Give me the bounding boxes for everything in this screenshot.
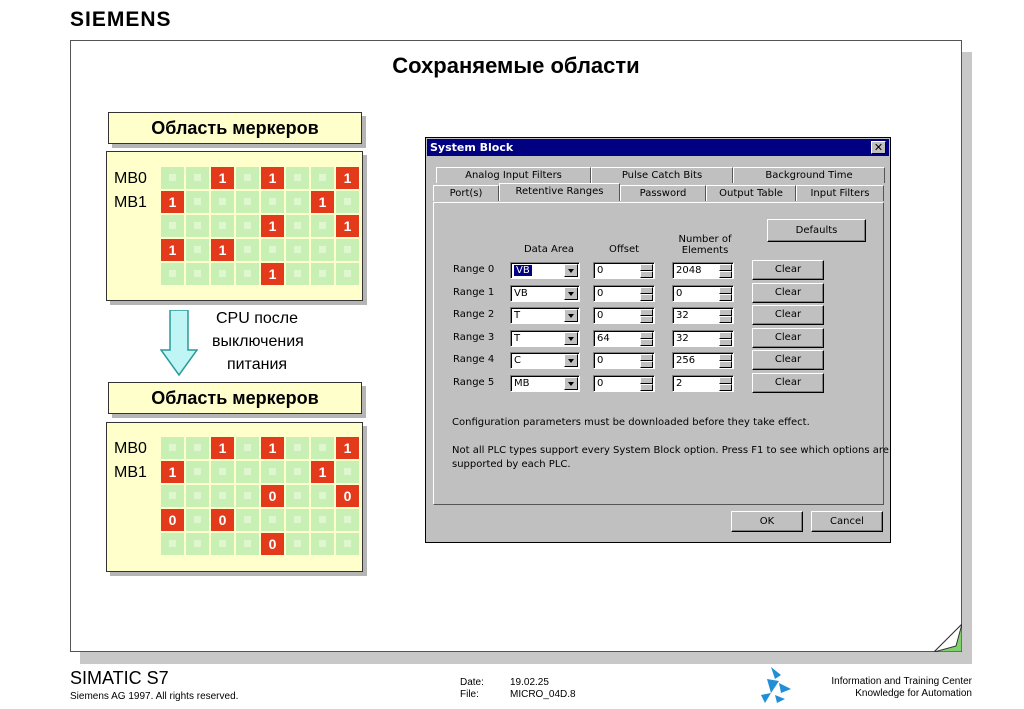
marker-bit-cell (186, 263, 209, 285)
offset-spinner-value: 64 (597, 332, 610, 344)
empty-bit-marker (269, 516, 276, 523)
chevron-down-icon[interactable] (564, 264, 578, 277)
dialog-title: System Block (430, 141, 514, 154)
empty-bit-marker (294, 174, 301, 181)
tab-pulse-catch-bits[interactable]: Pulse Catch Bits (591, 167, 733, 183)
chevron-down-icon[interactable] (564, 354, 578, 367)
footer-file-label: File: (460, 689, 479, 700)
empty-bit-marker (244, 270, 251, 277)
empty-bit-marker (169, 444, 176, 451)
marker-bit-cell: 0 (211, 509, 234, 531)
marker-bit-cell (286, 215, 309, 237)
marker-bit-cell: 1 (261, 215, 284, 237)
elements-spinner-value: 0 (676, 287, 683, 299)
elements-spinner-value: 32 (676, 332, 689, 344)
empty-bit-marker (294, 270, 301, 277)
marker-bit-cell (236, 167, 259, 189)
marker-bit-cell (211, 263, 234, 285)
empty-bit-marker (319, 222, 326, 229)
note-line-1: CPU после (215, 310, 299, 327)
marker-bit-cell (311, 533, 334, 555)
empty-bit-marker (219, 468, 226, 475)
defaults-button[interactable]: Defaults (767, 219, 866, 242)
empty-bit-marker (319, 270, 326, 277)
clear-button[interactable]: Clear (752, 350, 824, 370)
footer-meta-labels (460, 677, 484, 701)
footer-date-label: Date: (460, 677, 484, 688)
marker-bit-cell (186, 485, 209, 507)
marker-bit-cell: 1 (211, 437, 234, 459)
footer-meta-values (510, 677, 576, 701)
marker-area-label-after: Область меркеров (108, 382, 362, 414)
empty-bit-marker (219, 222, 226, 229)
offset-spinner[interactable] (593, 330, 655, 347)
marker-bit-cell (261, 461, 284, 483)
mb1-label: MB1 (114, 464, 147, 481)
data-area-select[interactable] (510, 307, 580, 324)
offset-spinner[interactable] (593, 307, 655, 324)
marker-bit-cell (311, 239, 334, 261)
elements-spinner-value: 256 (676, 355, 696, 367)
tab-output-table[interactable]: Output Table (706, 185, 796, 201)
empty-bit-marker (319, 492, 326, 499)
marker-bit-cell (286, 263, 309, 285)
tab-retentive-ranges[interactable]: Retentive Ranges (499, 183, 620, 201)
tab-ports[interactable]: Port(s) (433, 185, 499, 201)
marker-bit-cell (336, 239, 359, 261)
empty-bit-marker (294, 246, 301, 253)
offset-spinner-value: 0 (597, 310, 604, 322)
cpu-power-off-note (212, 307, 302, 376)
empty-bit-marker (319, 444, 326, 451)
offset-spinner-value: 0 (597, 287, 604, 299)
mb1-label: MB1 (114, 194, 147, 211)
spin-up-icon[interactable] (640, 264, 653, 271)
mb0-label: MB0 (114, 170, 147, 187)
marker-bit-cell (211, 461, 234, 483)
marker-bit-cell: 1 (261, 167, 284, 189)
empty-bit-marker (269, 198, 276, 205)
spin-up-icon[interactable] (719, 309, 732, 316)
marker-bit-cell (311, 167, 334, 189)
data-area-select[interactable] (510, 375, 580, 392)
clear-button[interactable]: Clear (752, 328, 824, 348)
marker-bit-cell (261, 239, 284, 261)
spin-up-icon[interactable] (719, 354, 732, 361)
empty-bit-marker (194, 444, 201, 451)
marker-bit-cell: 1 (161, 239, 184, 261)
spin-down-icon[interactable] (640, 294, 653, 301)
note-line-3: питания (226, 356, 288, 373)
marker-bit-cell (161, 167, 184, 189)
marker-bit-cell (236, 263, 259, 285)
empty-bit-marker (194, 540, 201, 547)
data-area-select[interactable] (510, 352, 580, 369)
marker-bit-cell (286, 437, 309, 459)
empty-bit-marker (344, 540, 351, 547)
marker-bit-cell (336, 461, 359, 483)
chevron-down-icon[interactable] (564, 332, 578, 345)
marker-bit-cell: 1 (211, 239, 234, 261)
range-label: Range 4 (453, 354, 495, 366)
footer-product: SIMATIC S7 (70, 668, 169, 688)
marker-bit-cell: 1 (161, 461, 184, 483)
offset-spinner-value: 0 (597, 355, 604, 367)
plc-support-note-line1: Not all PLC types support every System Block option. Press F1 to see which options are (452, 445, 889, 456)
empty-bit-marker (344, 516, 351, 523)
header-number-of: Number of (678, 234, 732, 245)
chevron-down-icon[interactable] (564, 309, 578, 322)
marker-bit-cell: 1 (311, 461, 334, 483)
marker-bit-cell (161, 263, 184, 285)
offset-spinner-value: 0 (597, 265, 604, 276)
elements-spinner[interactable] (672, 262, 734, 279)
marker-bit-cell (236, 191, 259, 213)
spin-up-icon[interactable] (719, 287, 732, 294)
marker-bit-cell (336, 263, 359, 285)
close-icon[interactable]: ✕ (871, 141, 886, 154)
data-area-value: VB (514, 287, 528, 299)
marker-bit-cell (336, 533, 359, 555)
siemens-logo-text: SIEMENS (70, 8, 172, 31)
spin-down-icon[interactable] (719, 294, 732, 301)
footer-center-line1: Information and Training Center (831, 676, 972, 687)
tab-background-time[interactable]: Background Time (733, 167, 885, 183)
marker-bit-cell (186, 239, 209, 261)
spin-down-icon[interactable] (719, 361, 732, 368)
offset-spinner[interactable] (593, 262, 655, 279)
empty-bit-marker (169, 222, 176, 229)
marker-bit-cell (186, 437, 209, 459)
footer-date-value: 19.02.25 (510, 677, 549, 688)
marker-bit-cell (311, 215, 334, 237)
header-data-area: Data Area (523, 244, 575, 255)
spin-down-icon[interactable] (640, 339, 653, 346)
spin-down-icon[interactable] (719, 384, 732, 391)
data-area-value: MB (514, 378, 530, 389)
marker-grid-after (161, 437, 359, 555)
marker-bit-cell (236, 215, 259, 237)
data-area-select[interactable] (510, 285, 580, 302)
footer-file-value: MICRO_04D.8 (510, 689, 576, 700)
marker-bit-cell (311, 437, 334, 459)
data-area-value: T (514, 332, 521, 344)
marker-bit-cell (336, 509, 359, 531)
marker-bit-cell (286, 461, 309, 483)
range-label: Range 1 (453, 286, 495, 298)
spin-down-icon[interactable] (719, 316, 732, 323)
footer-center-line2: Knowledge for Automation (855, 688, 972, 699)
marker-bit-cell (336, 191, 359, 213)
clear-button[interactable]: Clear (752, 260, 824, 280)
marker-bit-cell (186, 191, 209, 213)
slide-title: Сохраняемые области (392, 53, 640, 78)
footer-training-center (800, 676, 972, 700)
marker-bit-cell (161, 533, 184, 555)
chevron-down-icon[interactable] (564, 287, 578, 300)
ok-button[interactable]: OK (731, 511, 803, 532)
spin-up-icon[interactable] (640, 309, 653, 316)
empty-bit-marker (294, 540, 301, 547)
marker-bit-cell: 1 (336, 437, 359, 459)
tab-password[interactable]: Password (620, 185, 706, 201)
empty-bit-marker (244, 492, 251, 499)
range-label: Range 0 (453, 264, 495, 275)
marker-bit-cell (286, 533, 309, 555)
marker-bit-cell (286, 191, 309, 213)
marker-bit-cell: 0 (336, 485, 359, 507)
empty-bit-marker (294, 444, 301, 451)
empty-bit-marker (294, 198, 301, 205)
empty-bit-marker (194, 516, 201, 523)
empty-bit-marker (169, 492, 176, 499)
empty-bit-marker (244, 540, 251, 547)
marker-bit-cell (286, 239, 309, 261)
offset-spinner[interactable] (593, 285, 655, 302)
system-block-dialog (425, 137, 891, 543)
footer-copyright: Siemens AG 1997. All rights reserved. (70, 691, 239, 702)
clear-button[interactable]: Clear (752, 283, 824, 303)
empty-bit-marker (244, 174, 251, 181)
marker-bit-cell (311, 485, 334, 507)
empty-bit-marker (319, 246, 326, 253)
elements-spinner[interactable] (672, 330, 734, 347)
elements-spinner[interactable] (672, 285, 734, 302)
empty-bit-marker (269, 468, 276, 475)
cancel-button[interactable]: Cancel (811, 511, 883, 532)
spin-down-icon[interactable] (640, 271, 653, 278)
empty-bit-marker (169, 540, 176, 547)
empty-bit-marker (294, 222, 301, 229)
elements-spinner-value: 2048 (676, 265, 702, 276)
marker-bit-cell (286, 167, 309, 189)
empty-bit-marker (244, 198, 251, 205)
empty-bit-marker (194, 222, 201, 229)
empty-bit-marker (244, 516, 251, 523)
marker-bit-cell (236, 437, 259, 459)
mb0-label: MB0 (114, 440, 147, 457)
elements-spinner-value: 2 (676, 378, 683, 389)
marker-bit-cell: 1 (261, 263, 284, 285)
data-area-value: VB (516, 265, 530, 276)
spin-down-icon[interactable] (719, 339, 732, 346)
empty-bit-marker (319, 516, 326, 523)
empty-bit-marker (244, 222, 251, 229)
empty-bit-marker (169, 270, 176, 277)
offset-spinner-value: 0 (597, 378, 604, 389)
spin-down-icon[interactable] (640, 361, 653, 368)
marker-grid-box-after (106, 422, 363, 572)
range-label: Range 2 (453, 309, 495, 321)
marker-bit-cell (261, 509, 284, 531)
marker-bit-cell (211, 215, 234, 237)
empty-bit-marker (319, 174, 326, 181)
spin-up-icon[interactable] (719, 377, 732, 384)
elements-spinner[interactable] (672, 375, 734, 392)
marker-bit-cell: 1 (161, 191, 184, 213)
marker-bit-cell (161, 215, 184, 237)
empty-bit-marker (294, 492, 301, 499)
spin-up-icon[interactable] (719, 332, 732, 339)
tab-input-filters[interactable]: Input Filters (796, 185, 884, 201)
marker-bit-cell (161, 437, 184, 459)
empty-bit-marker (294, 468, 301, 475)
marker-bit-cell (261, 191, 284, 213)
marker-bit-cell (311, 263, 334, 285)
marker-bit-cell: 1 (261, 437, 284, 459)
marker-bit-cell: 1 (336, 215, 359, 237)
dialog-title-bar (427, 139, 889, 156)
empty-bit-marker (194, 468, 201, 475)
elements-spinner[interactable] (672, 352, 734, 369)
marker-bit-cell (211, 533, 234, 555)
page-corner-icon (934, 624, 962, 652)
spin-down-icon[interactable] (719, 271, 732, 278)
empty-bit-marker (344, 246, 351, 253)
empty-bit-marker (194, 246, 201, 253)
marker-bit-cell: 1 (336, 167, 359, 189)
empty-bit-marker (219, 540, 226, 547)
elements-spinner-value: 32 (676, 310, 689, 322)
empty-bit-marker (344, 468, 351, 475)
empty-bit-marker (219, 492, 226, 499)
empty-bit-marker (244, 246, 251, 253)
offset-spinner[interactable] (593, 352, 655, 369)
marker-bit-cell (236, 509, 259, 531)
marker-grid-before (161, 167, 359, 285)
marker-bit-cell (161, 485, 184, 507)
empty-bit-marker (344, 198, 351, 205)
marker-bit-cell: 0 (261, 533, 284, 555)
marker-bit-cell (236, 239, 259, 261)
marker-bit-cell (236, 533, 259, 555)
marker-bit-cell (286, 509, 309, 531)
spin-up-icon[interactable] (640, 287, 653, 294)
empty-bit-marker (194, 174, 201, 181)
offset-spinner[interactable] (593, 375, 655, 392)
marker-bit-cell: 0 (261, 485, 284, 507)
data-area-select[interactable] (510, 262, 580, 279)
data-area-value: C (514, 355, 521, 367)
tab-analog-input-filters[interactable]: Analog Input Filters (436, 167, 591, 183)
empty-bit-marker (294, 516, 301, 523)
elements-spinner[interactable] (672, 307, 734, 324)
spin-up-icon[interactable] (719, 264, 732, 271)
spin-up-icon[interactable] (640, 377, 653, 384)
marker-bit-cell (236, 461, 259, 483)
spin-down-icon[interactable] (640, 316, 653, 323)
marker-bit-cell (186, 509, 209, 531)
down-arrow-icon (160, 310, 198, 376)
range-label: Range 3 (453, 331, 495, 343)
header-elements: Elements (681, 245, 729, 256)
marker-area-label-before: Область меркеров (108, 112, 362, 144)
marker-bit-cell (186, 533, 209, 555)
chevron-down-icon[interactable] (564, 377, 578, 390)
marker-bit-cell (186, 167, 209, 189)
range-label: Range 5 (453, 377, 495, 388)
plc-support-note-line2: supported by each PLC. (452, 459, 571, 470)
marker-bit-cell (211, 485, 234, 507)
marker-bit-cell (286, 485, 309, 507)
empty-bit-marker (194, 492, 201, 499)
marker-bit-cell: 1 (211, 167, 234, 189)
marker-bit-cell: 0 (161, 509, 184, 531)
empty-bit-marker (319, 540, 326, 547)
empty-bit-marker (194, 270, 201, 277)
header-offset: Offset (608, 244, 640, 255)
note-line-2: выключения (212, 333, 304, 350)
marker-bit-cell (211, 191, 234, 213)
empty-bit-marker (344, 270, 351, 277)
spin-down-icon[interactable] (640, 384, 653, 391)
empty-bit-marker (194, 198, 201, 205)
clear-button[interactable]: Clear (752, 305, 824, 325)
marker-bit-cell (186, 215, 209, 237)
empty-bit-marker (169, 174, 176, 181)
marker-bit-cell (186, 461, 209, 483)
marker-bit-cell: 1 (311, 191, 334, 213)
clear-button[interactable]: Clear (752, 373, 824, 393)
data-area-value: T (514, 310, 521, 322)
marker-grid-box-before (106, 151, 363, 301)
training-center-logo-icon (757, 665, 793, 705)
marker-bit-cell (236, 485, 259, 507)
config-note: Configuration parameters must be downloaded before they take effect. (452, 417, 810, 428)
empty-bit-marker (219, 270, 226, 277)
spin-up-icon[interactable] (640, 332, 653, 339)
empty-bit-marker (219, 198, 226, 205)
empty-bit-marker (244, 468, 251, 475)
data-area-select[interactable] (510, 330, 580, 347)
marker-bit-cell (311, 509, 334, 531)
spin-up-icon[interactable] (640, 354, 653, 361)
empty-bit-marker (244, 444, 251, 451)
empty-bit-marker (269, 246, 276, 253)
